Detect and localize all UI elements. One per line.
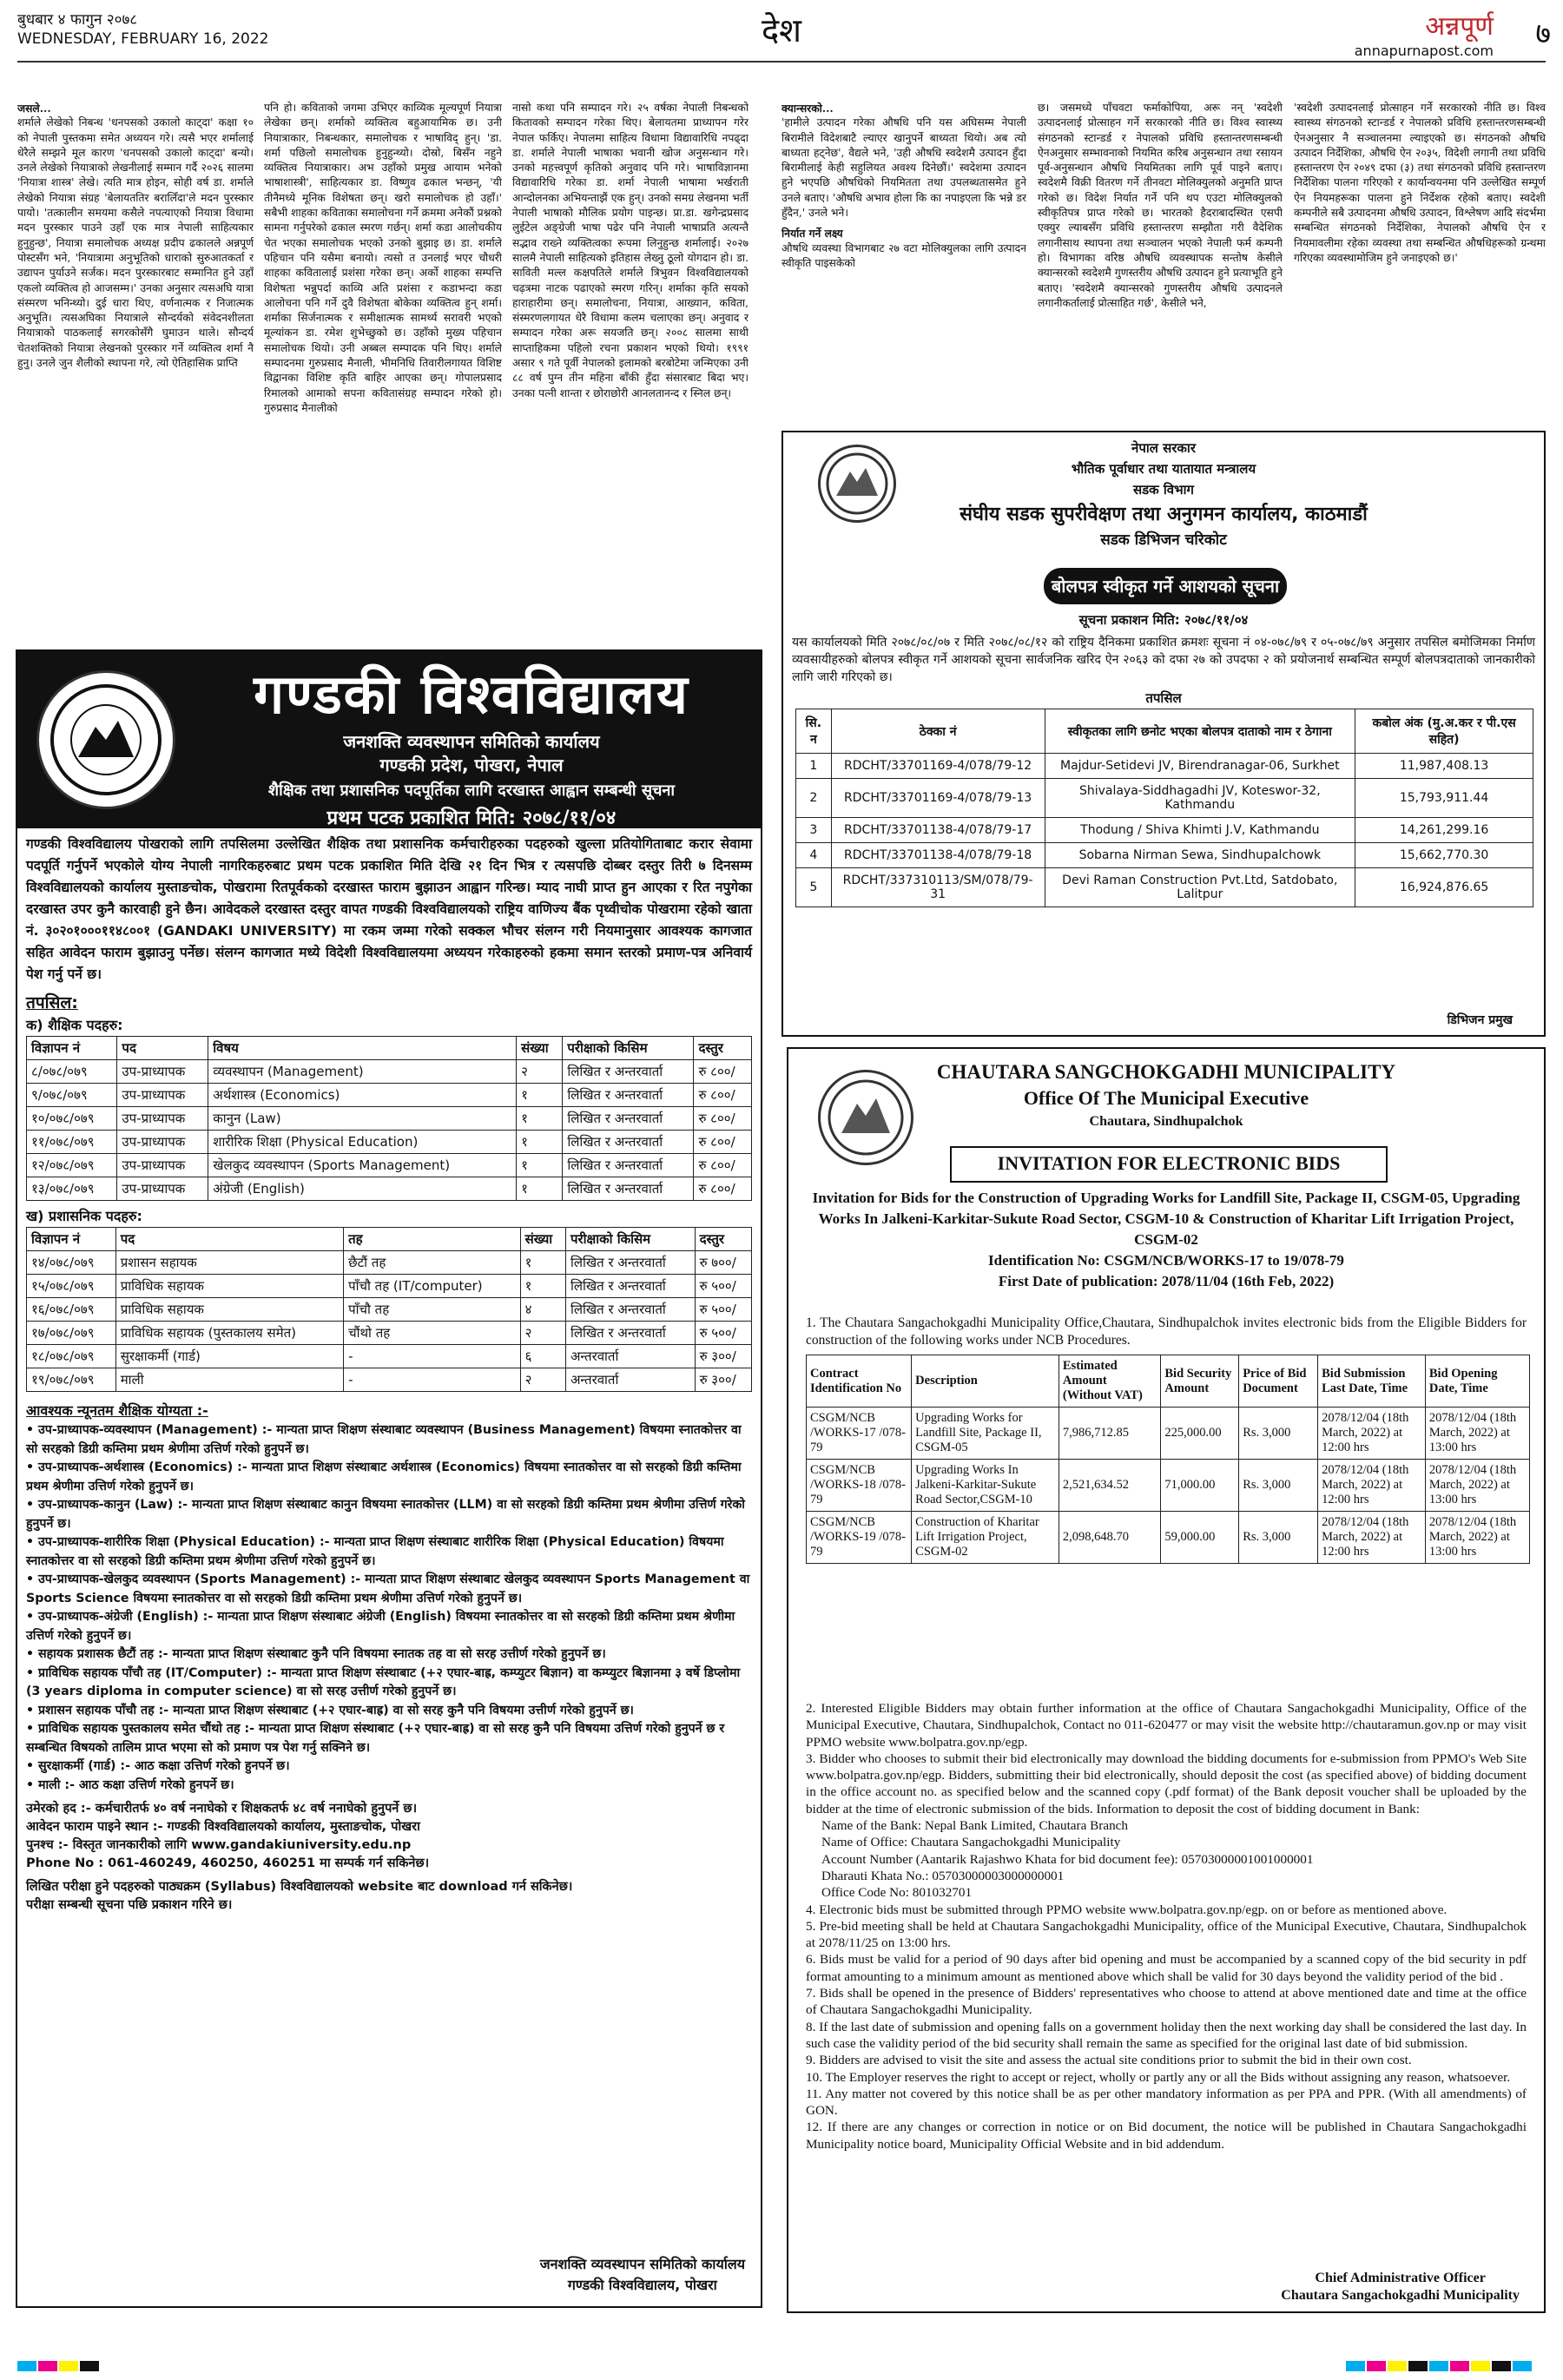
table-cell: लिखित र अन्तरवार्ता <box>563 1131 694 1154</box>
table-cell: RDCHT/33701169-4/078/79-13 <box>831 779 1045 818</box>
print-color-bar-left <box>17 2358 101 2375</box>
table-cell: अंग्रेजी (English) <box>208 1177 517 1201</box>
signature-office: जनशक्ति व्यवस्थापन समितिको कार्यालय <box>539 2256 745 2272</box>
bid-works-table <box>806 1355 1530 1564</box>
column-header: परीक्षाको किसिम <box>565 1228 695 1251</box>
qualification-list <box>17 1420 761 1797</box>
office-name: Office Of The Municipal Executive <box>1023 1087 1309 1109</box>
table-row <box>27 1345 752 1368</box>
table-cell: 2078/12/04 (18th March, 2022) at 13:00 hrs <box>1425 1512 1529 1564</box>
invitation-text: Invitation for Bids for the Construction of Upgrading Works for Landfill Site, Package II, CSGM-05, Upgrading Works In Jalkeni-Karkitar-Sukute Road Sector, CSGM-10 & Construction of Kharitar Lift Irrigation Project, CSGM-02 <box>812 1190 1520 1248</box>
table-row <box>27 1084 752 1107</box>
table-cell: 2078/12/04 (18th March, 2022) at 12:00 hrs <box>1318 1408 1426 1460</box>
table-row <box>27 1298 752 1322</box>
table-cell: १ <box>517 1177 563 1201</box>
article-text: 'हामीले उत्पादन गरेका औषधि पनि यस अघिसम्म नेपाली बिरामीले विदेशबाटै ल्याएर खानुपर्ने बाध्यता थियो। अब त्यो बाध्यता हट्नेछ', वैद्यले भने, 'उही औषधि स्वदेशमै उत्पादन हुँदा बिरामीलाई केही सहुलियत अवश्य दिनेछौं।' स्वदेशमा उत्पादन हुने भएपछि औषधिको नियमितता तथा उपलब्धतासमेत हुने उनले बताए। 'औषधि अभाव होला कि का नपाइएला कि भन्ने डर हुँदैन,' उनले भने। <box>782 116 1026 220</box>
table-cell: उप-प्राध्यापक <box>117 1084 208 1107</box>
table-cell: अन्तरवार्ता <box>565 1345 695 1368</box>
table-cell: CSGM/NCB /WORKS-18 /078-79 <box>807 1460 912 1512</box>
table-cell: १२/०७८/०७९ <box>27 1154 117 1177</box>
table-cell: १९/०७८/०७९ <box>27 1368 116 1392</box>
table-cell: १ <box>517 1154 563 1177</box>
article-text: 'स्वदेशी उत्पादनलाई प्रोत्साहन गर्ने सरकारको नीति छ। विश्व स्वास्थ्य संगठनको स्टान्डर्ड र नेपालको प्रविधि हस्तान्तरणसम्बन्धी ऐनअनुसार नै सञ्चालनमा ल्याइएको छ। संगठनको औषधि उत्पादन निर्देशिका, औषधि ऐन २०३५, विदेशी लगानी तथा प्रविधि हस्तान्तरण ऐन २०४९ दफा (३) तथा संगठनको प्रविधि हस्तान्तरण निर्देशिका पालना गरिएको र कार्यान्वयनमा पनि उल्लेखित सम्पूर्ण ऐन नियमहरूका पालना हुने निर्देशक रहेको बताए। स्वदेशी कम्पनीले सबै उत्पादनमा औषधि उत्पादन, विश्लेषण आदि संदर्भमा सम्बन्धित संगठनको निर्देशिका, नेपालको औषधि ऐन र नियमावलीमा रहेका व्यवस्था तथा सम्बन्धित औषधिहरूको ग्रन्थमा गरिएका व्यवस्थामोजिम हुने जनाइएको छ।' <box>1294 102 1546 264</box>
article-text: छ। जसमध्ये पाँचवटा फर्माकोपिया, अरू नन् 'स्वदेशी उत्पादनलाई प्रोत्साहन गर्ने सरकारको नीति छ। विश्व स्वास्थ्य संगठनको स्टान्डर्ड र नेपालको प्रविधि हस्तान्तरणसम्बन्धी ऐनअनुसार सम्भावनाको नियमित करिब अनुसन्धान तथा रसायन पूर्व-अनुसन्धान औषधि नियमितका लागि पूर्व पाइने बताए। स्वदेशमै विक्री वितरण गर्ने तीनवटा मोलिक्युलको अनुमति प्राप्त गरेको छ। विदेश निर्यात गर्ने पनि थप एउटा मोलिक्युलको स्वीकृतिपत्र प्राप्त गरेको छ। भारतको हैदराबादस्थित एसपी एक्युर ल्याबसँग प्रविधि हस्तान्तरण सम्झौता गरी वैदेशिक लगानीसाथ स्थापना तथा सञ्चालन भएको नेपाली फर्म कम्पनी हो। विभागका वरिष्ठ औषधि व्यवस्थापक सन्तोष केसीले क्यान्सरको स्वदेशमै गुणस्तरीय औषधि उत्पादन हुने प्रत्याभूति हुने बताए। 'स्वदेशमै क्यान्सरको गुणस्तरीय औषधि उत्पादनले लगानीकर्तालाई प्रोत्साहित गर्छ', केसीले भने, <box>1038 102 1283 309</box>
column-header: Bid Security Amount <box>1161 1355 1239 1408</box>
table-cell: उप-प्राध्यापक <box>117 1131 208 1154</box>
article-column-3 <box>512 101 749 639</box>
article-text: पनि हो। कविताको जगमा उभिएर काव्यिक मूल्यपूर्ण नियात्रा लेखेका छन्। शर्माको व्यक्तित्व बहुआयामिक छ। उनी नियात्राकार, निबन्धकार, समालोचक र भाषाविद् हुन्। 'डा. शर्मा पछिलो समालोचक हुनुहुन्थ्यो। दोस्रो, बिसँन नहुने व्यक्तित्व नियात्राकार। अभ उहाँको प्रमुख आयाम भनेको भाषाशास्त्री', साहित्यकार डा. विष्णुव ढकाल भन्छन्, 'यी तीनैमध्ये मूनिक विशेषता छन्। खराे समालोचक हो उहाँ।' सबैभी शाहका कविताका समालोचना गर्ने क्रममा अनेकौं प्रश्नको सामना गर्नुपरेको ढकाल स्मरण गर्छन्। शर्मा कडा आलोचकीय चेत भएका समालोचक भएको उनको बुझाइ छ। डा. शर्माले पहिचान पनि यसैमा बनायो। त्यसो त उनलाई भएर चौधरी शाहका कवितालाई प्रशंसा गरेका छन्। अर्को शाहका सम्पत्ति विशेषता भन्नुपर्दा काव्यि अति प्रशंसा र कडाभन्दा कडा आलोचना पनि गर्ने दुवै विशेषता बोकेका व्यक्तित्व हुन् शर्मा। शर्माका सिर्जनात्मक र समीक्षात्मक सामर्थ्य सरावरी भएको मूल्यांकन डा. रमेश शुभेच्छुको छ। उहाँको मुख्य पहिचान समालोचक थियो। उनी अब्बल सम्पादक पनि थिए। शर्माले सम्पादनमा गुरुप्रसाद मैनाली, भीमनिधि तिवारीलगायत विशिष्ट विद्वानका विशिष्ट कृति बाहिर आएका छन्। गोपालप्रसाद रिमालको आमाको सपना कवितासंग्रह सम्पादन गरेको हो। गुरुप्रसाद मैनालीको <box>264 102 502 414</box>
table-cell: 4 <box>796 843 832 868</box>
table-cell: Sobarna Nirman Sewa, Sindhupalchowk <box>1045 843 1355 868</box>
qualification-item: • उप-प्राध्यापक-कानुन (Law) :- मान्यता प्राप्त शिक्षण संस्थाबाट कानुन विषयमा स्नातकोत्तर (LLM) वा सो सरहको डिग्री कम्तिमा प्रथम श्रेणीमा उत्तिर्ण गरेको हुनुपर्ने छ। <box>26 1498 745 1531</box>
table-cell: Upgrading Works In Jalkeni-Karkitar-Sukute Road Sector,CSGM-10 <box>912 1460 1059 1512</box>
table-cell: 2,521,634.52 <box>1058 1460 1161 1512</box>
table-cell: रु ८००/ <box>694 1107 752 1131</box>
notice-terms-list <box>806 1700 1527 2153</box>
column-header: विज्ञापन नं <box>27 1228 116 1251</box>
table-row <box>807 1512 1530 1564</box>
column-header: स्वीकृतका लागि छनोट भएका बोलपत्र दाताको नाम र ठेगाना <box>1045 709 1355 754</box>
column-header: ठेक्का नं <box>831 709 1045 754</box>
column-header: सि. न <box>796 709 832 754</box>
table-cell: कानुन (Law) <box>208 1107 517 1131</box>
page-header <box>17 7 1551 63</box>
table-cell: खेलकुद व्यवस्थापन (Sports Management) <box>208 1154 517 1177</box>
age-limit: उमेरको हद :- कर्मचारीतर्फ ४० वर्ष ननाघेको र शिक्षकतर्फ ४८ वर्ष ननाघेको हुनुपर्ने छ। <box>26 1802 418 1816</box>
terms-item: 11. Any matter not covered by this notice shall be as per other mandatory information as per PPA and PPR. (With all amendments) of GON. <box>806 2086 1527 2119</box>
table-cell: रु ७००/ <box>695 1251 751 1275</box>
table-cell: उप-प्राध्यापक <box>117 1060 208 1084</box>
tapasil-heading: तपसिल: <box>26 993 78 1012</box>
terms-item: 6. Bids must be valid for a period of 90 days after bid opening and must be accompanied by a scanned copy of the bid security in pdf format amounting to a minimum amount as mentioned above which shall be valid for 30 days beyond the validity period of the bid . <box>806 1952 1527 1984</box>
table-cell: रु ५००/ <box>695 1322 751 1345</box>
table-cell: 225,000.00 <box>1161 1408 1239 1460</box>
table-cell: २ <box>520 1368 565 1392</box>
column-header: Bid Submission Last Date, Time <box>1318 1355 1426 1408</box>
table-row <box>807 1460 1530 1512</box>
table-cell: 11,987,408.13 <box>1355 754 1533 779</box>
table-row <box>27 1060 752 1084</box>
column-header: पद <box>115 1228 343 1251</box>
qualification-item: • प्रशासन सहायक पाँचौ तह :- मान्यता प्राप्त शिक्षण संस्थाबाट (+२ एघार-बाह्र) वा सो सरह कुनै पनि विषयमा उत्तीर्ण गरेको हुनुपर्ने छ। <box>26 1703 634 1717</box>
road-division-notice <box>782 431 1546 1037</box>
academic-posts-heading: क) शैक्षिक पदहरु: <box>26 1017 123 1033</box>
table-cell: सुरक्षाकर्मी (गार्ड) <box>115 1345 343 1368</box>
table-cell: रु ८००/ <box>694 1154 752 1177</box>
table-row <box>27 1368 752 1392</box>
table-cell: प्राविधिक सहायक <box>115 1275 343 1298</box>
page-number: ७ <box>1535 16 1551 51</box>
column-header: विषय <box>208 1037 517 1060</box>
table-row <box>27 1275 752 1298</box>
qualification-item: • प्राविधिक सहायक पुस्तकालय समेत चौंथो तह :- मान्यता प्राप्त शिक्षण संस्थाबाट (+२ एघार-बाह्र) वा सो सरह कुनै पनि विषयमा उत्तिर्ण गरेको हुनुपर्ने छ र सम्बन्धित विषयको तालिम प्राप्त भएमा सो को प्रमाण पत्र पेश गर्नु सक्निने छ। <box>26 1722 725 1755</box>
table-cell: लिखित र अन्तरवार्ता <box>563 1107 694 1131</box>
table-cell: 15,793,911.44 <box>1355 779 1533 818</box>
date-nepali: बुधबार ४ फागुन २०७८ <box>17 11 138 29</box>
notice-title-banner: INVITATION FOR ELECTRONIC BIDS <box>950 1146 1388 1183</box>
table-cell: 7,986,712.85 <box>1058 1408 1161 1460</box>
qualification-item: • उप-प्राध्यापक-खेलकुद व्यवस्थापन (Sports Management) :- मान्यता प्राप्त शिक्षण संस्थाबाट खेलकुद व्यवस्थापन Sports Management वा Sports Science विषयमा स्नातकोत्तर वा सो सरहको डिग्री कम्तिमा प्रथम श्रेणीमा उत्तिर्ण गरेको हुनुपर्ने छ। <box>26 1572 750 1605</box>
publication-date: सूचना प्रकाशन मिति: २०७८/११/०४ <box>1078 612 1249 628</box>
table-cell: 2078/12/04 (18th March, 2022) at 13:00 hrs <box>1425 1460 1529 1512</box>
table-cell: Rs. 3,000 <box>1239 1460 1318 1512</box>
table-row <box>27 1131 752 1154</box>
terms-item: 9. Bidders are advised to visit the site and assess the actual site conditions prior to submit the bid in their own cost. <box>806 2053 1412 2068</box>
table-row <box>796 868 1533 907</box>
subheading: निर्यात गर्ने लक्ष्य <box>782 227 843 241</box>
table-row <box>27 1251 752 1275</box>
table-cell: 71,000.00 <box>1161 1460 1239 1512</box>
table-cell: उप-प्राध्यापक <box>117 1107 208 1131</box>
column-header: परीक्षाको किसिम <box>563 1037 694 1060</box>
table-cell: १ <box>520 1251 565 1275</box>
notice-title-banner: बोलपत्र स्वीकृत गर्ने आशयको सूचना <box>1044 568 1287 604</box>
table-cell: लिखित र अन्तरवार्ता <box>565 1322 695 1345</box>
signature-title: Chief Administrative Officer <box>1315 2271 1486 2285</box>
table-cell: शारीरिक शिक्षा (Physical Education) <box>208 1131 517 1154</box>
column-header: Contract Identification No <box>807 1355 912 1408</box>
qualification-item: • उप-प्राध्यापक-अर्थशास्त्र (Economics) :- मान्यता प्राप्त शिक्षण संस्थाबाट अर्थशास्त्र (Economics) विषयमा स्नातकोत्तर वा सो सरहको डिग्री कम्तिमा प्रथम श्रेणीमा उत्तिर्ण गरेको हुनुपर्ने छ। <box>26 1460 742 1493</box>
table-cell: १५/०७८/०७९ <box>27 1275 116 1298</box>
article-text: औषधि व्यवस्था विभागबाट २७ वटा मोलिक्युलका लागि उत्पादन स्वीकृति पाइसकेको <box>782 241 1026 269</box>
table-cell: Upgrading Works for Landfill Site, Package II, CSGM-05 <box>912 1408 1059 1460</box>
signature-block <box>1281 2270 1520 2304</box>
table-cell: 5 <box>796 868 832 907</box>
table-cell: 1 <box>796 754 832 779</box>
website-url: annapurnapost.com <box>1354 43 1494 59</box>
division-name: सडक डिभिजन चरिकोट <box>1100 531 1227 549</box>
table-cell: प्राविधिक सहायक (पुस्तकालय समेत) <box>115 1322 343 1345</box>
table-cell: लिखित र अन्तरवार्ता <box>563 1177 694 1201</box>
table-cell: 59,000.00 <box>1161 1512 1239 1564</box>
table-cell: 3 <box>796 818 832 843</box>
table-cell: Thodung / Shiva Khimti J.V, Kathmandu <box>1045 818 1355 843</box>
table-cell: १७/०७८/०७९ <box>27 1322 116 1345</box>
publication-date: प्रथम पटक प्रकाशित मिति: २०७८/११/०४ <box>326 808 617 829</box>
identification-number: Identification No: CSGM/NCB/WORKS-17 to 19/078-79 <box>988 1252 1344 1269</box>
table-cell: २ <box>517 1060 563 1084</box>
notice-paragraph-1: 1. The Chautara Sangachokgadhi Municipality Office,Chautara, Sindhupalchok invites electronic bids from the Eligible Bidders for construction of the following works under NCB Procedures. <box>806 1315 1527 1348</box>
table-cell: उप-प्राध्यापक <box>117 1154 208 1177</box>
article-column-2 <box>264 101 502 639</box>
table-row <box>27 1107 752 1131</box>
terms-item: 7. Bids shall be opened in the presence of Bidders' representatives who choose to attend at above mentioned date and time at the office of Chautara Sangachokgadhi Municipality. <box>806 1986 1527 2018</box>
table-cell: ४ <box>520 1298 565 1322</box>
table-cell: चौंथो तह <box>344 1322 521 1345</box>
table-row <box>796 843 1533 868</box>
table-cell: रु ५००/ <box>695 1298 751 1322</box>
table-cell: रु ८००/ <box>694 1131 752 1154</box>
table-cell: RDCHT/33701138-4/078/79-18 <box>831 843 1045 868</box>
column-header: तह <box>344 1228 521 1251</box>
university-title: गण्डकी विश्वविद्यालय <box>254 663 689 726</box>
qualification-heading: आवश्यक न्यूनतम शैक्षिक योग्यता :- <box>26 1402 208 1419</box>
column-header: पद <box>117 1037 208 1060</box>
newspaper-logo: अन्नपूर्ण <box>1425 11 1494 42</box>
table-cell: अर्थशास्त्र (Economics) <box>208 1084 517 1107</box>
qualification-item: • प्राविधिक सहायक पाँचौ तह (IT/Computer) :- मान्यता प्राप्त शिक्षण संस्थाबाट (+२ एघार-बाह्र, कम्प्युटर बिज्ञान) वा कम्प्युटर बिज्ञानमा ३ वर्षे डिप्लोमा (3 years diploma in computer science) वा सो सरह उत्तीर्ण गरेको हुनुपर्ने छ। <box>26 1665 741 1698</box>
terms-item: 8. If the last date of submission and opening falls on a government holiday then the next working day shall be considered the last day. In such case the validity period of the bid security shall remain the same as specified for the original last date of bid submission. <box>806 2019 1527 2051</box>
table-cell: पाँचौ तह (IT/computer) <box>344 1275 521 1298</box>
qualification-item: • उप-प्राध्यापक-शारीरिक शिक्षा (Physical Education) :- मान्यता प्राप्त शिक्षण संस्थाबाट शारीरिक शिक्षा (Physical Education) विषयमा स्नातकोत्तर वा सो सरहको डिग्री कम्तिमा प्रथम श्रेणीमा उत्तिर्ण गरेको हुनुपर्ने छ। <box>26 1535 724 1568</box>
article-column-5 <box>1038 101 1283 379</box>
table-row <box>27 1177 752 1201</box>
table-cell: CSGM/NCB /WORKS-17 /078-79 <box>807 1408 912 1460</box>
signature-municipality: Chautara Sangachokgadhi Municipality <box>1281 2288 1520 2303</box>
table-cell: 15,662,770.30 <box>1355 843 1533 868</box>
university-seal-icon <box>36 670 175 809</box>
qualification-item: • उप-प्राध्यापक-अंग्रेजी (English) :- मान्यता प्राप्त शिक्षण संस्थाबाट अंग्रेजी (English) विषयमा स्नातकोत्तर वा सो सरहको डिग्री कम्तिमा प्रथम श्रेणीमा उत्तिर्ण गरेको हुनुपर्ने छ। <box>26 1610 735 1643</box>
table-cell: 2 <box>796 779 832 818</box>
article-column-6 <box>1294 101 1546 379</box>
table-cell: १६/०७८/०७९ <box>27 1298 116 1322</box>
terms-item: Dharauti Khata No.: 05703000003000000001 <box>821 1868 1065 1883</box>
terms-item: 5. Pre-bid meeting shall be held at Chautara Sangachokgadhi Municipality, office of the Municipal Executive, Chautara, Sindhupalchok at 2078/11/25 on 13:00 hrs. <box>806 1918 1527 1951</box>
table-cell: Majdur-Setidevi JV, Birendranagar-06, Surkhet <box>1045 754 1355 779</box>
table-cell: अन्तरवार्ता <box>565 1368 695 1392</box>
table-cell: ६ <box>520 1345 565 1368</box>
notice-intro: गण्डकी विश्वविद्यालय पोखराको लागि तपसिलमा उल्लेखित शैक्षिक तथा प्रशासनिक कर्मचारीहरुका पदहरुको खुल्ला प्रतियोगिताबाट करार सेवामा पदपूर्ति गर्नुपर्ने भएकोले योग्य नेपाली नागरिकहरुबाट प्रथम पटक प्रकाशित मिति देखि २१ दिन भित्र र त्यसपछि दोब्बर दस्तुर तिरी ७ दिनसम्म विश्वविद्यालयको कार्यालय मुस्ताङचोक, पोखरामा रितपूर्वकको दरखास्त फाराम बुझाउन आह्वान गरिन्छ। म्याद नाघी प्राप्त हुन आएका र रित नपुगेका दरखास्त उपर कुनै कारवाही हुने छैन। आवेदकले दरखास्त दस्तुर वापत गण्डकी विश्वविद्यालयको राष्ट्रिय वाणिज्य बैंक पृथ्वीचोक पोखरामा रहेको खाता नं. ३०२०१०००११४८००१ (GANDAKI UNIVERSITY) मा रकम जम्मा गरेको सक्कल भौचर संलग्न गरी नियमानुसार आवश्यक कागजात सहित आवेदन फाराम बुझाउनु पर्नेछ। संलग्न कागजात मध्ये विदेशी विश्वविद्यालयमा अध्ययन गरेकाहरुको हकमा समान स्तरको प्रमाण-पत्र अनिवार्य पेश गर्नु पर्ने छ। <box>26 836 752 982</box>
table-cell: १ <box>517 1131 563 1154</box>
table-row <box>796 818 1533 843</box>
gandaki-university-ad <box>16 649 762 2308</box>
terms-item: 2. Interested Eligible Bidders may obtain further information at the office of Chautara Sangachokgadhi Municipality, Office of the Municipal Executive, Chautara, Sindhupalchok, Contact no 011-620477 or may visit the website http://chautaramun.gov.np or may visit PPMO website www.bolpatra.gov.np/egp. <box>806 1701 1527 1750</box>
table-cell: Rs. 3,000 <box>1239 1512 1318 1564</box>
column-header: कबोल अंक (मु.अ.कर र पी.एस सहित) <box>1355 709 1533 754</box>
table-cell: १८/०७८/०७९ <box>27 1345 116 1368</box>
table-cell: 14,261,299.16 <box>1355 818 1533 843</box>
terms-item: 3. Bidder who chooses to submit their bid electronically may download the bidding documents for e-submission from PPMO's Web Site www.bolpatra.gov.np/egp. Bidders, submitting their bid electronically, should deposit the cost (as specified above) of bidding document in the office account no. as specified below and the scanned copy (.pdf format) of the Bank deposit voucher shall be uploaded by the bidder at the time of electronic submission of the bids. Information to deposit the cost of bidding document in Bank: <box>806 1750 1527 1816</box>
table-cell: १०/०७८/०७९ <box>27 1107 117 1131</box>
form-location: आवेदन फाराम पाइने स्थान :- गण्डकी विश्वविद्यालयको कार्यालय, मुस्ताङचोक, पोखरा <box>26 1820 420 1834</box>
table-cell: पाँचौ तह <box>344 1298 521 1322</box>
table-cell: लिखित र अन्तरवार्ता <box>565 1298 695 1322</box>
qualification-item: • माली :- आठ कक्षा उत्तिर्ण गरेको हुनपर्ने छ। <box>26 1777 234 1792</box>
table-cell: ११/०७८/०७९ <box>27 1131 117 1154</box>
table-cell: ९/०७८/०७९ <box>27 1084 117 1107</box>
table-row <box>807 1408 1530 1460</box>
table-row <box>796 754 1533 779</box>
table-cell: रु ५००/ <box>695 1275 751 1298</box>
ministry-name: भौतिक पूर्वाधार तथा यातायात मन्त्रालय <box>1071 461 1256 477</box>
terms-item: Account Number (Aantarik Rajashwo Khata for bid document fee): 05703000001001000001 <box>821 1851 1314 1867</box>
table-cell: २ <box>520 1322 565 1345</box>
table-header-row <box>27 1228 752 1251</box>
qualification-item: • सुरक्षाकर्मी (गार्ड) :- आठ कक्षा उत्तिर्ण गरेको हुनपर्ने छ। <box>26 1759 290 1773</box>
table-cell: लिखित र अन्तरवार्ता <box>563 1060 694 1084</box>
continued-heading: क्यान्सरको... <box>782 102 834 115</box>
admin-posts-table <box>26 1227 752 1392</box>
table-cell: रु ८००/ <box>694 1060 752 1084</box>
table-cell: रु ८००/ <box>694 1084 752 1107</box>
gov-name: नेपाल सरकार <box>1131 440 1196 456</box>
column-header: Estimated Amount (Without VAT) <box>1058 1355 1161 1408</box>
table-cell: CSGM/NCB /WORKS-19 /078-79 <box>807 1512 912 1564</box>
column-header: Bid Opening Date, Time <box>1425 1355 1529 1408</box>
table-cell: रु ३००/ <box>695 1368 751 1392</box>
section-title: देश <box>761 11 802 49</box>
print-color-bar-right <box>1346 2358 1533 2375</box>
terms-item: Name of the Bank: Nepal Bank Limited, Chautara Branch <box>821 1818 1128 1834</box>
office-address: गण्डकी प्रदेश, पोखरा, नेपाल <box>379 755 564 775</box>
table-cell: - <box>344 1345 521 1368</box>
terms-item: 10. The Employer reserves the right to accept or reject, wholly or partly any or all the Bids without assigning any reason, whatsoever. <box>806 2069 1511 2085</box>
signature: डिभिजन प्रमुख <box>1447 1013 1513 1027</box>
chautara-bid-notice <box>787 1047 1546 2313</box>
column-header: विज्ञापन नं <box>27 1037 117 1060</box>
approved-bidders-table <box>795 709 1533 907</box>
table-cell: Construction of Kharitar Lift Irrigation Project, CSGM-02 <box>912 1512 1059 1564</box>
terms-item: 4. Electronic bids must be submitted through PPMO website www.bolpatra.gov.np/egp. on or before as mentioned above. <box>806 1902 1448 1917</box>
table-cell: प्रशासन सहायक <box>115 1251 343 1275</box>
table-cell: - <box>344 1368 521 1392</box>
table-cell: लिखित र अन्तरवार्ता <box>565 1275 695 1298</box>
notice-body: यस कार्यालयको मिति २०७८/०८/०७ र मिति २०७८/०८/१२ को राष्ट्रिय दैनिकमा प्रकाशित क्रमशः सूचना नं ०४-०७८/७९ र ०५-०७८/७९ अनुसार तपसिल बमोजिमका निर्माण व्यवसायीहरुको बोलपत्र स्वीकृत गर्ने आशयको सूचना सार्वजनिक खरिद ऐन २०६३ को दफा २७ को उपदफा २ को प्रयोजनार्थ सम्बन्धित सम्पूर्ण बोलपत्रदाताको जानकारीको लागि जारी गरिएको छ। <box>792 636 1535 684</box>
table-cell: RDCHT/337310113/SM/078/79-31 <box>831 868 1045 907</box>
table-cell: १ <box>517 1107 563 1131</box>
table-cell: 2078/12/04 (18th March, 2022) at 13:00 hrs <box>1425 1408 1529 1460</box>
table-cell: रु ८००/ <box>694 1177 752 1201</box>
office-name: जनशक्ति व्यवस्थापन समितिको कार्यालय <box>343 731 600 752</box>
table-cell: RDCHT/33701169-4/078/79-12 <box>831 754 1045 779</box>
table-header-row <box>807 1355 1530 1408</box>
article-text: शर्माले लेखेको निबन्ध 'धनपसको उकालो काट्दा' कक्षा १० को नेपाली पुस्तकमा समेत अध्ययन गरे। त्यसै भएर शर्मालाई धेरैले सम्झने मूल कारण 'धनपसको उकालो काट्दा' बन्यो। उनले लेखेको नियात्राको लेखनीलाई सम्मान गर्दै २०२६ सालमा 'नियात्रा शास्त्र' लेखे। त्यति मात्र होइन, सोही वर्ष डा. शर्माले लेखेको नियात्रा संग्रह 'बेलायततिर बरालिँदा'ले मदन पुरस्कार पायो। 'तत्कालीन समयमा कसैले नपत्याएको नियात्रा विधामा मदन पुरस्कार पाउने उहाँ एक मात्र नेपाली साहित्यकार हुनुहुन्छ', नियात्रा समालोचक अध्यक्ष प्रदीप ढकालले अन्नपूर्ण पोस्टसँग भने, 'नियात्रामा अनुभूतिको धाराको सुरुआतकर्ता र उद्यापन पुर्याउने सर्जक। मदन पुरस्कारबाट सम्मानित हुने उहाँ एकलो व्यक्तित्व हो आजसम्म।' उनका अनुसार त्यसअघि यात्रा संस्मरण भनिन्थ्यो। दुई धारा थिए, वर्णनात्मक र निजात्मक अनुभूति। त्यसअघिका नियात्राले सौन्दर्यको संवेदनशीलता नियात्राको पाठकलाई सगरकोसँगै घुमाउन थाले। सौन्दर्य चेतशक्तिको नियात्रा लेखनको पुरस्कार गर्ने व्यक्तित्व शर्मा नै हुनु। उनले जुन शैलीको स्थापना गरे, त्यो ऐतिहासिक प्राप्ति <box>17 116 254 370</box>
phone-numbers: Phone No : 061-460249, 460250, 460251 मा सम्पर्क गर्न सकिनेछ। <box>26 1856 430 1870</box>
table-cell: १३/०७८/०७९ <box>27 1177 117 1201</box>
table-cell: प्राविधिक सहायक <box>115 1298 343 1322</box>
table-cell: रु ३००/ <box>695 1345 751 1368</box>
table-header-row <box>27 1037 752 1060</box>
tapasil-heading: तपसिल <box>1145 690 1182 706</box>
table-cell: 2078/12/04 (18th March, 2022) at 12:00 hrs <box>1318 1460 1426 1512</box>
admin-posts-heading: ख) प्रशासनिक पदहरु: <box>26 1208 142 1224</box>
table-cell: Devi Raman Construction Pvt.Ltd, Satdobato, Lalitpur <box>1045 868 1355 907</box>
terms-item: Office Code No: 801032701 <box>821 1885 973 1901</box>
table-row <box>27 1154 752 1177</box>
terms-item: 12. If there are any changes or correction in notice or on Bid document, the notice will be published in Chautara Sangachokgadhi Municipality notice board, Municipality Official Website and in bid addendum. <box>806 2120 1527 2152</box>
signature-university: गण्डकी विश्वविद्यालय, पोखरा <box>567 2277 717 2293</box>
table-cell: लिखित र अन्तरवार्ता <box>563 1154 694 1177</box>
table-cell: माली <box>115 1368 343 1392</box>
column-header: Description <box>912 1355 1059 1408</box>
table-row <box>796 779 1533 818</box>
table-cell: Rs. 3,000 <box>1239 1408 1318 1460</box>
column-header: दस्तुर <box>694 1037 752 1060</box>
qualification-item: • सहायक प्रशासक छैटौं तह :- मान्यता प्राप्त शिक्षण संस्थाबाट कुनै पनि विषयमा स्नातक तह वा सो सरह उत्तीर्ण गरेको हुनुपर्ने छ। <box>26 1647 606 1661</box>
column-header: दस्तुर <box>695 1228 751 1251</box>
column-header: संख्या <box>520 1228 565 1251</box>
table-row <box>27 1322 752 1345</box>
article-column-4 <box>782 101 1026 379</box>
academic-posts-table <box>26 1036 752 1201</box>
qualification-item: • उप-प्राध्यापक-व्यवस्थापन (Management) :- मान्यता प्राप्त शिक्षण संस्थाबाट व्यवस्थापन (Business Management) विषयमा स्नातकोत्तर वा सो सरहको डिग्री कम्तिमा प्रथम श्रेणीमा उत्तिर्ण गरेको हुनुपर्ने छ। <box>26 1423 742 1456</box>
syllabus-note: लिखित परीक्षा हुने पदहरुको पाठ्यक्रम (Syllabus) विश्वविद्यालयको website बाट download गर्न सकिनेछ। <box>26 1880 573 1894</box>
exam-note: परीक्षा सम्बन्धी सूचना पछि प्रकाशन गरिने छ। <box>26 1898 233 1912</box>
office-name: संघीय सडक सुपरीवेक्षण तथा अनुगमन कार्यालय, काठमाडौं <box>960 504 1368 525</box>
table-cell: 2,098,648.70 <box>1058 1512 1161 1564</box>
table-cell: लिखित र अन्तरवार्ता <box>565 1251 695 1275</box>
table-cell: 2078/12/04 (18th March, 2022) at 12:00 hrs <box>1318 1512 1426 1564</box>
article-text: नासो कथा पनि सम्पादन गरे। २५ वर्षका नेपाली निबन्धको कितावको सम्पादन गरेका थिए। बेलायतमा प्राध्यापन गरेर नेपाल फर्किए। नेपालमा साहित्य विधामा विद्यावारिधि नपढ्दा डा. शर्माले नेपाली भाषाका भवानी खोज अनुसन्धान गरे। उनको महत्त्वपूर्ण कृतिको अनुवाद पनि गरे। भाषाविज्ञानमा विद्यावारिधि गरेका डा. शर्मा नेपाली भाषामा भर्खराती आन्दोलनका अभियन्ताझैं एक हुन्। उनको समग्र लेखनमा भर्ती नेपाली भाषाको मौलिक प्रयोग पाइन्छ। प्रा.डा. खगेन्द्रप्रसाद लुईटेल अङ्ग्रेजी भाषा पढेर पनि नेपाली भाषाप्रति अत्यन्तै सद्भाव राख्ने व्यक्तित्वका रूपमा लिनुहुन्छ शर्मालाई। २०२७ सालमै नेपाली साहित्यको इतिहास लेख्नु ठूलो योगदान हो। डा. साविती मल्ल कक्षपतिले शर्माले त्रिभुवन विश्वविद्यालयको चढ़त्रमा नाटक पढाएको स्मरण गरिन्। शर्माका कृति सयको हाराहारीमा छन्। समालोचना, नियात्रा, आख्यान, कविता, संस्मरणलगायत धेरै विधामा कलम चलाएका छन्। अनुवाद र सम्पादन गरेका अरू सयजति छन्। २००८ सालमा साथी साप्ताहिकमा पहिलो रचना प्रकाशन भएको थियो। १९९१ असार ९ गते पूर्वी नेपालको इलामको बरबोटेमा जन्मिएका उनी ८८ वर्ष पुग्न तीन महिना बाँकी हुँदा संसारबाट बिदा भए। उनका पत्नी शान्ता र छोराछोरी आनलतानन्द र स्निल छन्। <box>512 102 749 399</box>
notice-subject: शैक्षिक तथा प्रशासनिक पदपूर्तिका लागि दरखास्त आह्वान सम्बन्धी सूचना <box>267 781 676 800</box>
terms-item: Name of Office: Chautara Sangachokgadhi Municipality <box>821 1835 1121 1850</box>
table-cell: १ <box>520 1275 565 1298</box>
table-cell: RDCHT/33701138-4/078/79-17 <box>831 818 1045 843</box>
table-cell: १ <box>517 1084 563 1107</box>
signature-block <box>540 2254 745 2296</box>
office-address: Chautara, Sindhupalchok <box>1089 1114 1243 1129</box>
date-english: WEDNESDAY, FEBRUARY 16, 2022 <box>17 30 269 48</box>
continued-heading: जसले... <box>17 102 51 115</box>
table-cell: उप-प्राध्यापक <box>117 1177 208 1201</box>
column-header: Price of Bid Document <box>1239 1355 1318 1408</box>
table-cell: 16,924,876.65 <box>1355 868 1533 907</box>
table-cell: छैटौं तह <box>344 1251 521 1275</box>
article-column-1 <box>17 101 254 639</box>
table-header-row <box>796 709 1533 754</box>
table-cell: व्यवस्थापन (Management) <box>208 1060 517 1084</box>
ad-banner <box>17 651 761 828</box>
first-publication-date: First Date of publication: 2078/11/04 (16th Feb, 2022) <box>998 1273 1335 1289</box>
more-info-link[interactable]: पुनश्च :- विस्तृत जानकारीको लागि www.gandakiuniversity.edu.np <box>26 1838 412 1852</box>
municipality-name: CHAUTARA SANGCHOKGADHI MUNICIPALITY <box>936 1061 1396 1083</box>
department-name: सडक विभाग <box>1132 482 1194 498</box>
table-cell: ८/०७८/०७९ <box>27 1060 117 1084</box>
column-header: संख्या <box>517 1037 563 1060</box>
table-cell: १४/०७८/०७९ <box>27 1251 116 1275</box>
table-cell: लिखित र अन्तरवार्ता <box>563 1084 694 1107</box>
table-cell: Shivalaya-Siddhagadhi JV, Koteswor-32, Kathmandu <box>1045 779 1355 818</box>
